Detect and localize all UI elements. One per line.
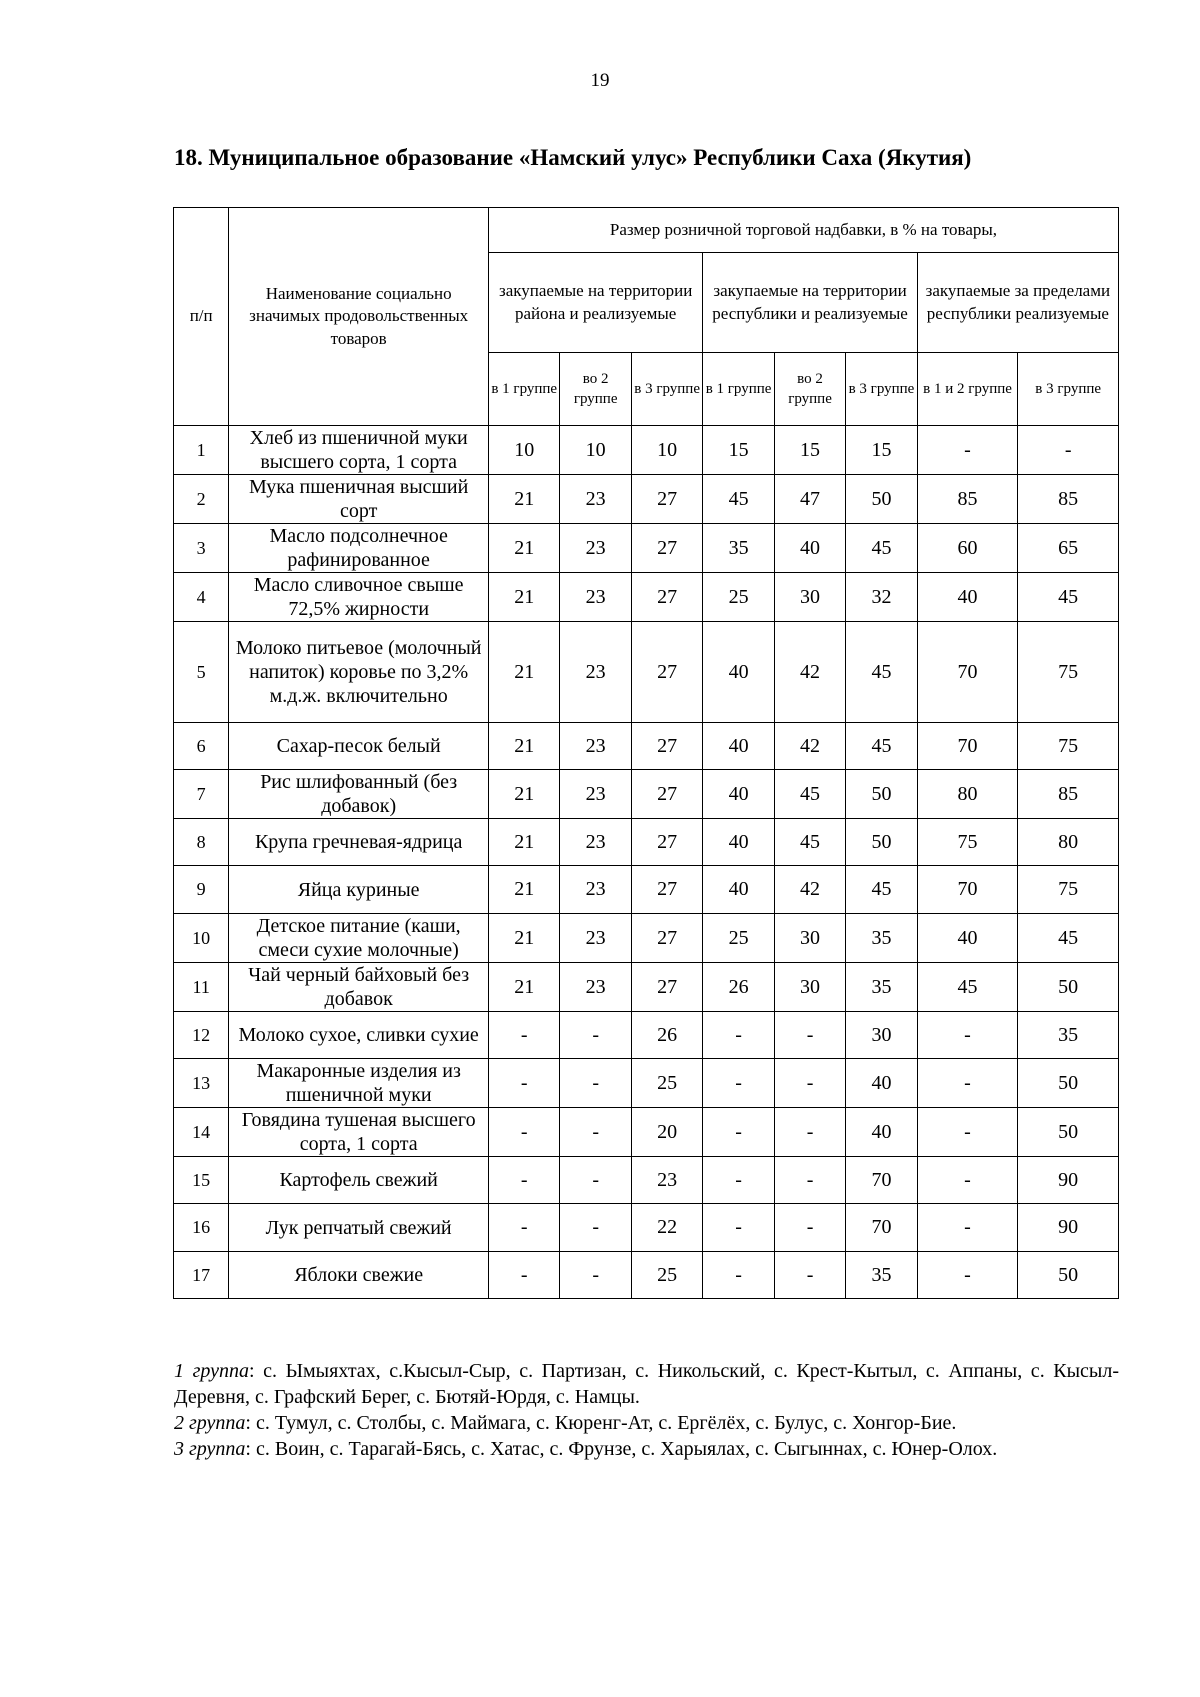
product-name: Макаронные изделия из пшеничной муки bbox=[229, 1059, 489, 1108]
markup-value: 50 bbox=[846, 819, 917, 866]
markup-value: 75 bbox=[917, 819, 1018, 866]
markup-value: - bbox=[774, 1157, 845, 1204]
table-row bbox=[174, 524, 1119, 573]
table-row bbox=[174, 475, 1119, 524]
markup-value: 10 bbox=[488, 426, 559, 475]
markup-value: 23 bbox=[560, 914, 631, 963]
markup-value: - bbox=[917, 1059, 1018, 1108]
markup-value: 27 bbox=[631, 914, 702, 963]
markup-value: 60 bbox=[917, 524, 1018, 573]
markup-value: 30 bbox=[774, 963, 845, 1012]
markup-value: 75 bbox=[1018, 723, 1119, 770]
markup-value: 27 bbox=[631, 770, 702, 819]
markup-value: 70 bbox=[917, 622, 1018, 723]
footnote-group-2 bbox=[174, 1410, 1119, 1436]
footnote-label: 3 группа bbox=[174, 1438, 246, 1460]
row-number: 15 bbox=[174, 1157, 229, 1204]
markup-value: 65 bbox=[1018, 524, 1119, 573]
markup-value: - bbox=[1018, 426, 1119, 475]
markup-value: 26 bbox=[703, 963, 774, 1012]
markup-value: 27 bbox=[631, 963, 702, 1012]
product-name: Масло сливочное свыше 72,5% жирности bbox=[229, 573, 489, 622]
markup-value: 27 bbox=[631, 475, 702, 524]
markup-value: 23 bbox=[560, 866, 631, 914]
markup-value: - bbox=[917, 426, 1018, 475]
markup-value: - bbox=[560, 1204, 631, 1252]
markup-value: - bbox=[917, 1157, 1018, 1204]
markup-value: 75 bbox=[1018, 866, 1119, 914]
table-row bbox=[174, 1108, 1119, 1157]
markup-value: 25 bbox=[631, 1252, 702, 1299]
markup-value: 15 bbox=[846, 426, 917, 475]
markup-value: 45 bbox=[1018, 573, 1119, 622]
product-name: Сахар-песок белый bbox=[229, 723, 489, 770]
markup-value: - bbox=[917, 1204, 1018, 1252]
markup-value: 85 bbox=[917, 475, 1018, 524]
page-title: 18. Муниципальное образование «Намский улус» Республики Саха (Якутия) bbox=[174, 145, 972, 170]
product-name: Детское питание (каши, смеси сухие молочные) bbox=[229, 914, 489, 963]
markup-value: 40 bbox=[703, 866, 774, 914]
markup-value: - bbox=[560, 1252, 631, 1299]
markup-value: 45 bbox=[846, 723, 917, 770]
markup-value: 22 bbox=[631, 1204, 702, 1252]
markup-value: 30 bbox=[846, 1012, 917, 1059]
markup-value: 42 bbox=[774, 622, 845, 723]
table-row bbox=[174, 819, 1119, 866]
markup-value: 50 bbox=[1018, 1059, 1119, 1108]
markup-value: 25 bbox=[631, 1059, 702, 1108]
row-number: 17 bbox=[174, 1252, 229, 1299]
markup-value: 10 bbox=[560, 426, 631, 475]
markup-value: 23 bbox=[560, 573, 631, 622]
footnote-text: : с. Тумул, с. Столбы, с. Маймага, с. Кюренг-Ат, с. Ергёлёх, с. Булус, с. Хонгор-Бие. bbox=[245, 1412, 957, 1434]
markup-value: 35 bbox=[1018, 1012, 1119, 1059]
markup-value: 85 bbox=[1018, 475, 1119, 524]
product-name: Мука пшеничная высший сорт bbox=[229, 475, 489, 524]
row-number: 4 bbox=[174, 573, 229, 622]
markup-value: - bbox=[488, 1252, 559, 1299]
header-group-district: закупаемые на территории района и реализуемые bbox=[488, 253, 702, 353]
product-name: Картофель свежий bbox=[229, 1157, 489, 1204]
markup-value: - bbox=[774, 1012, 845, 1059]
markup-value: - bbox=[488, 1012, 559, 1059]
markup-value: 50 bbox=[1018, 1108, 1119, 1157]
markup-value: - bbox=[703, 1157, 774, 1204]
markup-value: 75 bbox=[1018, 622, 1119, 723]
markup-value: 21 bbox=[488, 622, 559, 723]
product-name: Яблоки свежие bbox=[229, 1252, 489, 1299]
markup-value: 27 bbox=[631, 573, 702, 622]
footnote-label: 2 группа bbox=[174, 1412, 246, 1434]
table-row bbox=[174, 914, 1119, 963]
markup-value: 40 bbox=[846, 1059, 917, 1108]
markup-value: 85 bbox=[1018, 770, 1119, 819]
row-number: 12 bbox=[174, 1012, 229, 1059]
table-row bbox=[174, 963, 1119, 1012]
row-number: 10 bbox=[174, 914, 229, 963]
table-row bbox=[174, 426, 1119, 475]
markup-value: 15 bbox=[774, 426, 845, 475]
table-row bbox=[174, 723, 1119, 770]
markup-value: 23 bbox=[560, 723, 631, 770]
markup-value: 21 bbox=[488, 866, 559, 914]
markup-value: 42 bbox=[774, 866, 845, 914]
row-number: 1 bbox=[174, 426, 229, 475]
markup-value: 21 bbox=[488, 573, 559, 622]
footnote-group-3 bbox=[174, 1436, 1119, 1462]
markup-value: - bbox=[560, 1157, 631, 1204]
markup-value: 45 bbox=[846, 866, 917, 914]
footnote-text: : с. Воин, с. Тарагай-Бясь, с. Хатас, с. Фрунзе, с. Харыялах, с. Сыгыннах, с. Юнер-Олох. bbox=[245, 1438, 998, 1460]
markup-value: - bbox=[917, 1252, 1018, 1299]
table-row bbox=[174, 1157, 1119, 1204]
row-number: 7 bbox=[174, 770, 229, 819]
markup-value: 21 bbox=[488, 963, 559, 1012]
markup-value: - bbox=[917, 1108, 1018, 1157]
table-row bbox=[174, 1252, 1119, 1299]
markup-value: 35 bbox=[846, 963, 917, 1012]
markup-value: - bbox=[774, 1059, 845, 1108]
markup-value: - bbox=[560, 1012, 631, 1059]
markup-value: 25 bbox=[703, 573, 774, 622]
header-number: п/п bbox=[174, 208, 229, 426]
markup-value: 45 bbox=[846, 622, 917, 723]
markup-value: 47 bbox=[774, 475, 845, 524]
markup-value: 40 bbox=[703, 819, 774, 866]
markup-value: - bbox=[703, 1252, 774, 1299]
markup-value: 23 bbox=[560, 819, 631, 866]
markup-value: 23 bbox=[560, 524, 631, 573]
markup-value: 35 bbox=[703, 524, 774, 573]
markup-value: 50 bbox=[846, 770, 917, 819]
markup-value: 45 bbox=[774, 819, 845, 866]
markup-value: 45 bbox=[846, 524, 917, 573]
subheader-cell: в 1 группе bbox=[703, 353, 774, 426]
product-name: Говядина тушеная высшего сорта, 1 сорта bbox=[229, 1108, 489, 1157]
subheader-cell: в 1 и 2 группе bbox=[917, 353, 1018, 426]
product-name: Молоко сухое, сливки сухие bbox=[229, 1012, 489, 1059]
markup-value: - bbox=[917, 1012, 1018, 1059]
markup-value: 27 bbox=[631, 866, 702, 914]
footnote-label: 1 группа bbox=[174, 1360, 249, 1382]
table-row bbox=[174, 1059, 1119, 1108]
markup-value: 26 bbox=[631, 1012, 702, 1059]
markup-value: 45 bbox=[774, 770, 845, 819]
markup-value: 80 bbox=[917, 770, 1018, 819]
header-group-republic: закупаемые на территории республики и реализуемые bbox=[703, 253, 917, 353]
row-number: 5 bbox=[174, 622, 229, 723]
markup-value: 40 bbox=[846, 1108, 917, 1157]
table-row bbox=[174, 1204, 1119, 1252]
markup-value: - bbox=[560, 1059, 631, 1108]
markup-value: 35 bbox=[846, 1252, 917, 1299]
markup-value: 35 bbox=[846, 914, 917, 963]
markup-value: 30 bbox=[774, 914, 845, 963]
table-row bbox=[174, 622, 1119, 723]
page-number: 19 bbox=[590, 70, 610, 91]
subheader-cell: в 3 группе bbox=[631, 353, 702, 426]
markup-value: 27 bbox=[631, 819, 702, 866]
markup-value: - bbox=[488, 1157, 559, 1204]
markup-value: 40 bbox=[703, 622, 774, 723]
product-name: Хлеб из пшеничной муки высшего сорта, 1 сорта bbox=[229, 426, 489, 475]
row-number: 16 bbox=[174, 1204, 229, 1252]
markup-value: 45 bbox=[703, 475, 774, 524]
markup-value: 23 bbox=[631, 1157, 702, 1204]
product-name: Лук репчатый свежий bbox=[229, 1204, 489, 1252]
markup-value: 21 bbox=[488, 819, 559, 866]
row-number: 6 bbox=[174, 723, 229, 770]
markup-value: 27 bbox=[631, 622, 702, 723]
row-number: 2 bbox=[174, 475, 229, 524]
markup-value: 25 bbox=[703, 914, 774, 963]
table-row bbox=[174, 770, 1119, 819]
header-product-name: Наименование социально значимых продовольственных товаров bbox=[229, 208, 489, 426]
table-body bbox=[174, 426, 1119, 1299]
markup-value: 23 bbox=[560, 770, 631, 819]
markup-value: 80 bbox=[1018, 819, 1119, 866]
markup-value: - bbox=[560, 1108, 631, 1157]
markup-value: 50 bbox=[1018, 963, 1119, 1012]
markup-value: 23 bbox=[560, 622, 631, 723]
markup-value: 40 bbox=[917, 914, 1018, 963]
markup-value: 21 bbox=[488, 770, 559, 819]
markup-value: 32 bbox=[846, 573, 917, 622]
markup-value: - bbox=[488, 1108, 559, 1157]
markup-value: 21 bbox=[488, 723, 559, 770]
subheader-cell: в 3 группе bbox=[1018, 353, 1119, 426]
markup-value: - bbox=[774, 1252, 845, 1299]
markup-value: 21 bbox=[488, 475, 559, 524]
markup-value: 45 bbox=[917, 963, 1018, 1012]
product-name: Яйца куриные bbox=[229, 866, 489, 914]
markup-value: 90 bbox=[1018, 1157, 1119, 1204]
markup-value: 15 bbox=[703, 426, 774, 475]
subheader-cell: во 2 группе bbox=[560, 353, 631, 426]
markup-value: 70 bbox=[846, 1204, 917, 1252]
markup-value: 10 bbox=[631, 426, 702, 475]
product-name: Чай черный байховый без добавок bbox=[229, 963, 489, 1012]
row-number: 14 bbox=[174, 1108, 229, 1157]
markup-value: - bbox=[703, 1108, 774, 1157]
markup-table bbox=[173, 207, 1119, 1299]
markup-value: 21 bbox=[488, 914, 559, 963]
markup-value: 70 bbox=[917, 866, 1018, 914]
markup-value: 23 bbox=[560, 963, 631, 1012]
markup-value: - bbox=[703, 1204, 774, 1252]
markup-value: 20 bbox=[631, 1108, 702, 1157]
markup-value: 40 bbox=[703, 770, 774, 819]
product-name: Крупа гречневая-ядрица bbox=[229, 819, 489, 866]
row-number: 11 bbox=[174, 963, 229, 1012]
subheader-cell: в 3 группе bbox=[846, 353, 917, 426]
row-number: 3 bbox=[174, 524, 229, 573]
markup-value: 90 bbox=[1018, 1204, 1119, 1252]
product-name: Масло подсолнечное рафинированное bbox=[229, 524, 489, 573]
markup-value: - bbox=[488, 1204, 559, 1252]
markup-value: 27 bbox=[631, 723, 702, 770]
product-name: Рис шлифованный (без добавок) bbox=[229, 770, 489, 819]
markup-value: 40 bbox=[917, 573, 1018, 622]
markup-value: 50 bbox=[1018, 1252, 1119, 1299]
product-name: Молоко питьевое (молочный напиток) коровье по 3,2% м.д.ж. включительно bbox=[229, 622, 489, 723]
row-number: 9 bbox=[174, 866, 229, 914]
header-markup-title: Размер розничной торговой надбавки, в % на товары, bbox=[488, 208, 1118, 253]
markup-value: 50 bbox=[846, 475, 917, 524]
markup-value: 27 bbox=[631, 524, 702, 573]
table-row bbox=[174, 866, 1119, 914]
table-header bbox=[174, 208, 1119, 426]
markup-value: 70 bbox=[846, 1157, 917, 1204]
markup-value: - bbox=[703, 1059, 774, 1108]
subheader-cell: во 2 группе bbox=[774, 353, 845, 426]
markup-value: 40 bbox=[703, 723, 774, 770]
markup-value: - bbox=[774, 1108, 845, 1157]
subheader-cell: в 1 группе bbox=[488, 353, 559, 426]
markup-value: - bbox=[703, 1012, 774, 1059]
footnote-text: : с. Ымыяхтах, с.Кысыл-Сыр, с. Партизан, с. Никольский, с. Крест-Кытыл, с. Аппаны, с. Кысыл-Деревня, с. Графский Берег, с. Бютяй-Юрдя, с. Намцы. bbox=[174, 1360, 1119, 1408]
table-row bbox=[174, 573, 1119, 622]
markup-value: 42 bbox=[774, 723, 845, 770]
markup-value: 21 bbox=[488, 524, 559, 573]
footnote-group-1 bbox=[174, 1358, 1119, 1410]
row-number: 8 bbox=[174, 819, 229, 866]
markup-value: - bbox=[774, 1204, 845, 1252]
markup-value: - bbox=[488, 1059, 559, 1108]
header-group-outside: закупаемые за пределами республики реализуемые bbox=[917, 253, 1118, 353]
table-row bbox=[174, 1012, 1119, 1059]
footnotes bbox=[174, 1358, 1119, 1462]
markup-value: 45 bbox=[1018, 914, 1119, 963]
markup-value: 40 bbox=[774, 524, 845, 573]
markup-value: 23 bbox=[560, 475, 631, 524]
markup-value: 30 bbox=[774, 573, 845, 622]
markup-value: 70 bbox=[917, 723, 1018, 770]
row-number: 13 bbox=[174, 1059, 229, 1108]
